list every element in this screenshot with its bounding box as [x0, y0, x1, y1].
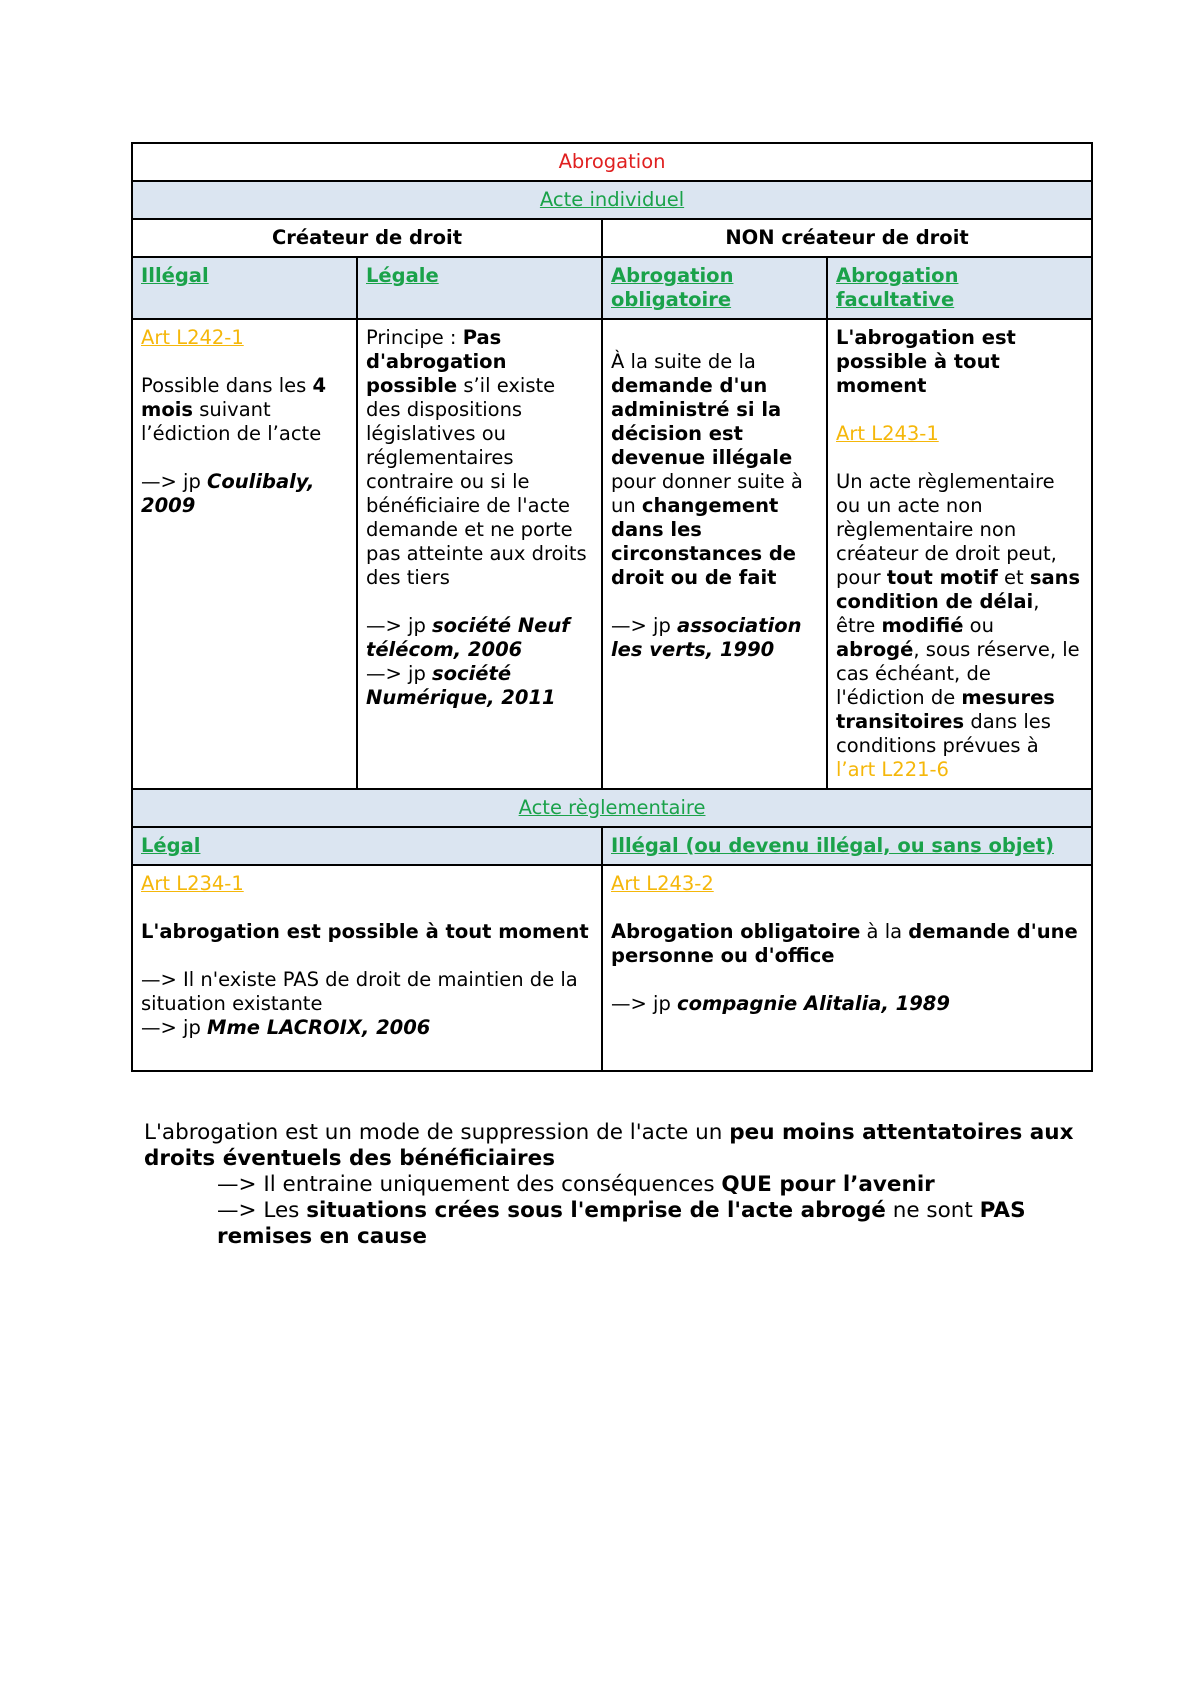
jp-case: Coulibaly, 2009 — [141, 470, 315, 517]
col-non-createur-heading: NON créateur de droit — [725, 226, 969, 249]
cell-illegal — [132, 319, 357, 789]
table-title-row — [132, 143, 1092, 181]
content-row — [132, 865, 1092, 1071]
sub-legale-heading[interactable]: Légale — [366, 264, 439, 287]
sub-illegal-heading[interactable]: Illégal — [141, 264, 209, 287]
bold-text: Abrogation obligatoire — [611, 920, 861, 943]
sub-legal-heading[interactable]: Légal — [141, 834, 201, 857]
section-heading-row — [132, 789, 1092, 827]
column-heading-row — [132, 219, 1092, 257]
article-ref-l221-6[interactable]: l’art L221-6 — [836, 758, 949, 781]
text: suivant l’édiction de l’acte — [141, 398, 322, 445]
bold-text: modifié — [881, 614, 964, 637]
text: —> Il entraine uniquement des conséquences — [217, 1172, 722, 1197]
text: ne sont — [885, 1198, 980, 1223]
text: , être — [836, 590, 1040, 637]
text: —> Il n'existe PAS de droit de maintien de la situation existante — [141, 968, 578, 1015]
article-link-l243-1[interactable]: Art L243-1 — [836, 422, 939, 445]
text: et — [997, 566, 1030, 589]
jp-prefix: —> jp — [611, 992, 678, 1015]
text: pour donner suite à un — [611, 470, 803, 517]
article-link-l234-1[interactable]: Art L234-1 — [141, 872, 244, 895]
section-acte-reglementaire-heading[interactable]: Acte règlementaire — [518, 796, 706, 819]
subheading-row — [132, 257, 1092, 319]
bold-text: demande d'une personne ou d'office — [611, 920, 1078, 967]
table-title: Abrogation — [558, 150, 666, 173]
cell-reglementaire-illegal — [602, 865, 1092, 1071]
text: À la suite de la — [611, 350, 756, 373]
sub-facultative-heading[interactable]: Abrogation facultative — [836, 264, 959, 311]
text: Un acte règlementaire ou un acte non règlementaire non créateur de droit peut, pour — [836, 470, 1057, 589]
section-heading-row — [132, 181, 1092, 219]
subheading-row — [132, 827, 1092, 865]
footer-line-3 — [144, 1198, 1094, 1250]
bold-text: sans condition de délai — [836, 566, 1081, 613]
text: L'abrogation est un mode de suppression de l'acte un — [144, 1120, 730, 1145]
jp-case: société Neuf télécom, 2006 — [366, 614, 570, 661]
text: dans les conditions prévues à — [836, 710, 1051, 757]
text: à la — [860, 920, 909, 943]
bold-text: changement dans les circonstances de droit ou de fait — [611, 494, 797, 589]
bold-text: abrogé — [836, 638, 914, 661]
jp-prefix: —> jp — [366, 662, 433, 685]
bold-text: tout motif — [886, 566, 998, 589]
bold-text: mesures transitoires — [836, 686, 1055, 733]
cell-reglementaire-legal — [132, 865, 602, 1071]
abrogation-table — [131, 142, 1093, 1072]
bold-text: demande d'un administré si la décision est devenue illégale — [611, 374, 793, 469]
cell-legale — [357, 319, 602, 789]
bold-text: Pas d'abrogation possible — [366, 326, 507, 397]
content-row — [132, 319, 1092, 789]
text: ou — [963, 614, 994, 637]
text: s’il existe des dispositions législatives ou réglementaires contraire ou si le bénéficiaire de l'acte demande et ne porte pas atteinte aux droits des tiers — [366, 374, 587, 589]
bold-text: L'abrogation est possible à tout moment — [141, 920, 589, 943]
jp-case: compagnie Alitalia, 1989 — [677, 992, 950, 1015]
jp-prefix: —> jp — [611, 614, 678, 637]
sub-obligatoire-heading[interactable]: Abrogation obligatoire — [611, 264, 734, 311]
jp-case: association les verts, 1990 — [611, 614, 802, 661]
cell-facultative — [827, 319, 1092, 789]
jp-case: Mme LACROIX, 2006 — [207, 1016, 431, 1039]
text: Principe : — [366, 326, 463, 349]
jp-prefix: —> jp — [141, 1016, 208, 1039]
bold-text: peu moins attentatoires aux droits éventuels des bénéficiaires — [144, 1120, 1074, 1171]
cell-obligatoire — [602, 319, 827, 789]
bold-text: 4 mois — [141, 374, 327, 421]
text: —> Les — [217, 1198, 307, 1223]
bold-text: L'abrogation est possible à tout moment — [836, 326, 1016, 397]
bold-text: QUE pour l’avenir — [721, 1172, 935, 1197]
section-acte-individuel-heading[interactable]: Acte individuel — [539, 188, 685, 211]
article-link-l242-1[interactable]: Art L242-1 — [141, 326, 244, 349]
bold-text: situations crées sous l'emprise de l'acte abrogé — [306, 1198, 886, 1223]
jp-case: société Numérique, 2011 — [366, 662, 556, 709]
article-link-l243-2[interactable]: Art L243-2 — [611, 872, 714, 895]
sub-illegal-reglementaire-heading[interactable]: Illégal (ou devenu illégal, ou sans objet) — [611, 834, 1054, 857]
footer-notes — [144, 1120, 1094, 1250]
jp-prefix: —> jp — [141, 470, 208, 493]
text: Possible dans les — [141, 374, 313, 397]
bold-text: PAS remises en cause — [217, 1198, 1026, 1249]
footer-line-1 — [144, 1120, 1094, 1172]
text: , sous réserve, le cas échéant, de l'édiction de — [836, 638, 1080, 709]
jp-prefix: —> jp — [366, 614, 433, 637]
col-createur-heading: Créateur de droit — [271, 226, 463, 249]
footer-line-2 — [144, 1172, 1094, 1198]
